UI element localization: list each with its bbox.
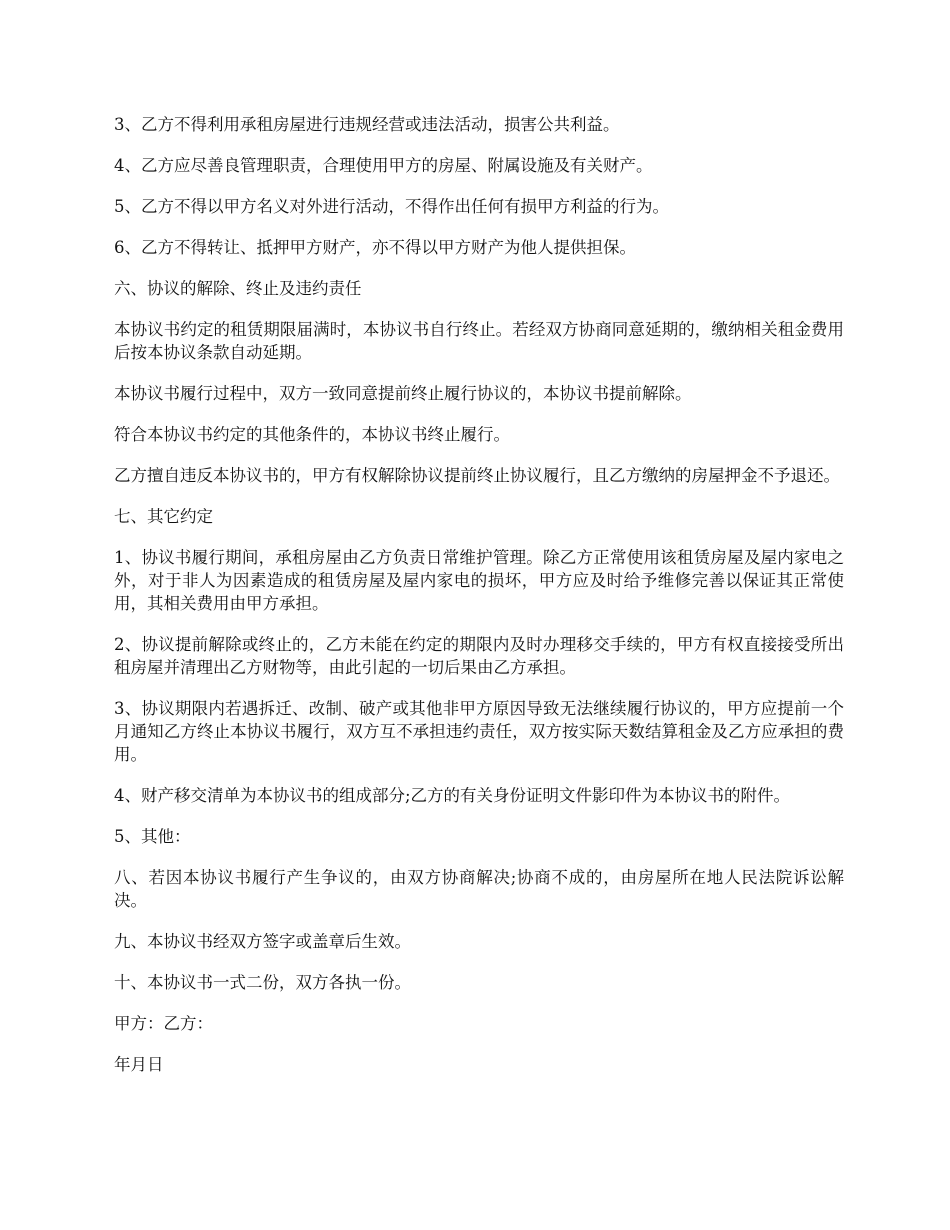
section-6-para-1: 本协议书约定的租赁期限届满时，本协议书自行终止。若经双方协商同意延期的，缴纳相关租金费用后按本协议条款自动延期。	[114, 320, 844, 362]
clause-5-3: 3、乙方不得利用承租房屋进行违规经营或违法活动，损害公共利益。	[114, 115, 620, 134]
section-6-para-2: 本协议书履行过程中，双方一致同意提前终止履行协议的，本协议书提前解除。	[114, 384, 692, 403]
clause-7-1: 1、协议书履行期间，承租房屋由乙方负责日常维护管理。除乙方正常使用该租赁房屋及屋内家电之外，对于非人为因素造成的租赁房屋及屋内家电的损坏，甲方应及时给予维修完善以保证其正常使用，其相关费用由甲方承担。	[114, 548, 844, 613]
section-6-para-4: 乙方擅自违反本协议书的，甲方有权解除协议提前终止协议履行，且乙方缴纳的房屋押金不予退还。	[114, 466, 840, 485]
section-6-heading: 六、协议的解除、终止及违约责任	[114, 279, 362, 298]
clause-7-5: 5、其他：	[114, 827, 191, 846]
section-8: 八、若因本协议书履行产生争议的，由双方协商解决;协商不成的，由房屋所在地人民法院诉讼解决。	[114, 868, 844, 910]
section-9: 九、本协议书经双方签字或盖章后生效。	[114, 932, 411, 951]
signature-line: 甲方：乙方：	[114, 1014, 213, 1033]
clause-5-4: 4、乙方应尽善良管理职责，合理使用甲方的房屋、附属设施及有关财产。	[114, 156, 653, 175]
clause-7-3: 3、协议期限内若遇拆迁、改制、破产或其他非甲方原因导致无法继续履行协议的，甲方应提前一个月通知乙方终止本协议书履行，双方互不承担违约责任，双方按实际天数结算租金及乙方应承担的费用。	[114, 699, 844, 764]
clause-7-2: 2、协议提前解除或终止的，乙方未能在约定的期限内及时办理移交手续的，甲方有权直接接受所出租房屋并清理出乙方财物等，由此引起的一切后果由乙方承担。	[114, 635, 844, 677]
section-10: 十、本协议书一式二份，双方各执一份。	[114, 973, 411, 992]
clause-5-5: 5、乙方不得以甲方名义对外进行活动，不得作出任何有损甲方利益的行为。	[114, 197, 669, 216]
clause-7-4: 4、财产移交清单为本协议书的组成部分;乙方的有关身份证明文件影印件为本协议书的附件。	[114, 786, 791, 805]
date-line: 年月日	[114, 1055, 164, 1074]
clause-5-6: 6、乙方不得转让、抵押甲方财产，亦不得以甲方财产为他人提供担保。	[114, 238, 636, 257]
section-7-heading: 七、其它约定	[114, 507, 213, 526]
document-body	[114, 113, 844, 1094]
section-6-para-3: 符合本协议书约定的其他条件的，本协议书终止履行。	[114, 425, 510, 444]
